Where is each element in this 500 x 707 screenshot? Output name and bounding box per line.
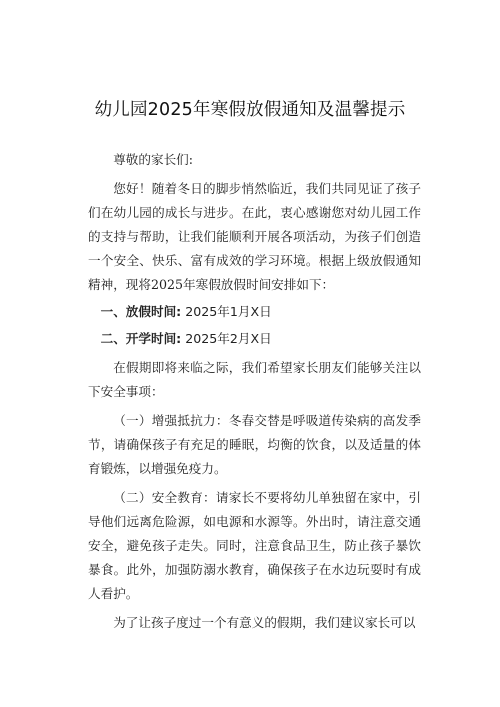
document-body [88,148,421,635]
document-title: 幼儿园2025年寒假放假通知及温馨提示 [94,100,406,120]
schedule-label: 一、放假时间: [100,304,182,319]
schedule-value: 2025年1月X日 [185,304,272,319]
schedule-label: 二、开学时间: [100,331,182,346]
closing-paragraph: 为了让孩子度过一个有意义的假期，我们建议家长可以 [113,615,416,630]
schedule-school-start [88,327,421,351]
intro-paragraph: 您好！随着冬日的脚步悄然临近，我们共同见证了孩子们在幼儿园的成长与进步。在此，衷心感谢您对幼儿园工作的支持与帮助，让我们能顺利开展各项活动，为孩子们创造一个安全、快乐、富有成效的学习环境。根据上级放假通知精神，现将2025年寒假放假时间安排如下： [88,181,421,292]
schedule-value: 2025年2月X日 [185,331,272,346]
tip-immunity-paragraph: （一）增强抵抗力：冬春交替是呼吸道传染病的高发季节，请确保孩子有充足的睡眠，均衡的饮食，以及适量的体育锻炼，以增强免疫力。 [88,413,421,476]
greeting: 尊敬的家长们: [113,152,193,167]
schedule-holiday-start [88,300,421,324]
tip-safety-paragraph: （二）安全教育：请家长不要将幼儿单独留在家中，引导他们远离危险源，如电源和水源等。外出时，请注意交通安全，避免孩子走失。同时，注意食品卫生，防止孩子暴饮暴食。此外，加强防溺水教育，确保孩子在水边玩耍时有成人看护。 [88,490,421,601]
safety-intro-paragraph: 在假期即将来临之际，我们希望家长朋友们能够关注以下安全事项： [88,360,421,399]
